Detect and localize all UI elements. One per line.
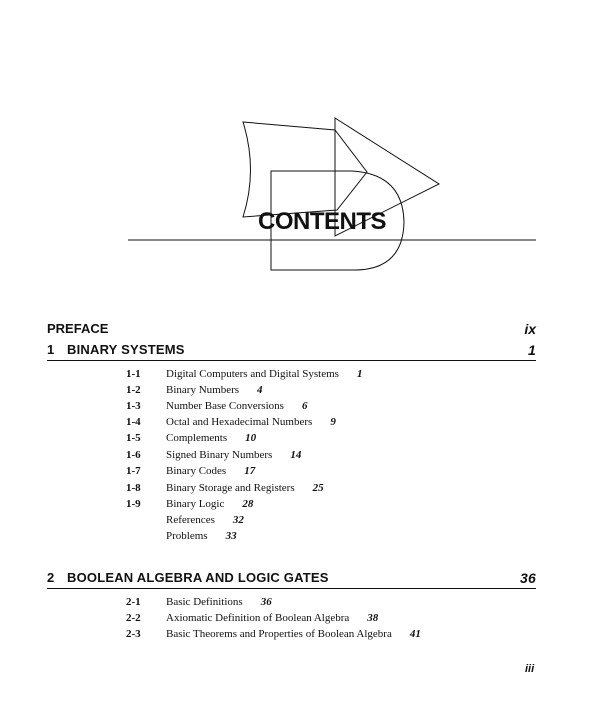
section-page: 6 — [301, 400, 308, 412]
section-title: Signed Binary Numbers — [166, 449, 273, 461]
chapter-page: 1 — [528, 342, 536, 358]
chapter-page: 36 — [520, 570, 536, 586]
preface-label: PREFACE — [47, 321, 109, 336]
contents-title: CONTENTS — [258, 208, 386, 235]
section-number: 1-5 — [126, 432, 141, 444]
section-entry[interactable] — [0, 368, 600, 384]
section-page: 33 — [225, 530, 237, 542]
section-page: 4 — [257, 384, 263, 396]
section-number: 1-4 — [126, 416, 141, 428]
section-entry[interactable] — [0, 449, 600, 465]
section-entry[interactable] — [0, 612, 600, 628]
section-entry[interactable] — [0, 530, 600, 546]
section-entry[interactable] — [0, 596, 600, 612]
section-title: Basic Theorems and Properties of Boolean Algebra — [166, 628, 392, 640]
section-title: Problems — [166, 530, 208, 542]
chapter-number: 1 — [47, 342, 55, 357]
section-entry[interactable] — [0, 400, 600, 416]
chapter-1-heading[interactable] — [47, 342, 536, 361]
section-page: 14 — [290, 449, 302, 461]
section-page: 28 — [242, 498, 254, 510]
section-number: 1-9 — [126, 498, 141, 510]
section-title: Octal and Hexadecimal Numbers — [166, 416, 313, 428]
section-title: Digital Computers and Digital Systems — [166, 368, 339, 380]
section-entry[interactable] — [0, 416, 600, 432]
section-title: Axiomatic Definition of Boolean Algebra — [166, 612, 350, 624]
section-title: References — [166, 514, 215, 526]
chapter-title: BOOLEAN ALGEBRA AND LOGIC GATES — [67, 570, 329, 585]
section-page: 36 — [260, 596, 272, 608]
section-page: 38 — [367, 612, 379, 624]
section-entry[interactable] — [0, 465, 600, 481]
section-number: 1-8 — [126, 482, 141, 494]
section-title: Binary Logic — [166, 498, 225, 510]
section-number: 1-1 — [126, 368, 141, 380]
section-entry[interactable] — [0, 482, 600, 498]
section-number: 2-2 — [126, 612, 141, 624]
section-number: 2-1 — [126, 596, 141, 608]
logo-outline-d-shape — [243, 122, 367, 217]
section-title: Binary Storage and Registers — [166, 482, 295, 494]
section-title: Number Base Conversions — [166, 400, 284, 412]
chapter-2-heading[interactable] — [47, 570, 536, 589]
section-number: 1-2 — [126, 384, 141, 396]
section-page: 32 — [232, 514, 244, 526]
section-page: 9 — [330, 416, 336, 428]
preface-page: ix — [524, 321, 536, 337]
section-number: 1-6 — [126, 449, 141, 461]
preface-entry[interactable] — [47, 321, 536, 339]
section-number: 1-3 — [126, 400, 141, 412]
chapter-title: BINARY SYSTEMS — [67, 342, 185, 357]
section-title: Binary Numbers — [166, 384, 240, 396]
section-page: 10 — [245, 432, 257, 444]
section-title: Complements — [166, 432, 228, 444]
section-entry[interactable] — [0, 432, 600, 448]
section-number: 2-3 — [126, 628, 141, 640]
section-entry[interactable] — [0, 498, 600, 514]
section-title: Basic Definitions — [166, 596, 243, 608]
section-entry[interactable] — [0, 628, 600, 644]
section-entry[interactable] — [0, 514, 600, 530]
chapter-number: 2 — [47, 570, 55, 585]
section-page: 17 — [244, 465, 256, 477]
section-page: 41 — [409, 628, 421, 640]
section-entry[interactable] — [0, 384, 600, 400]
section-number: 1-7 — [126, 465, 141, 477]
section-page: 1 — [356, 368, 363, 380]
section-title: Binary Codes — [166, 465, 227, 477]
contents-title-graphic — [0, 0, 600, 300]
page-folio: iii — [525, 663, 535, 675]
section-page: 25 — [312, 482, 324, 494]
